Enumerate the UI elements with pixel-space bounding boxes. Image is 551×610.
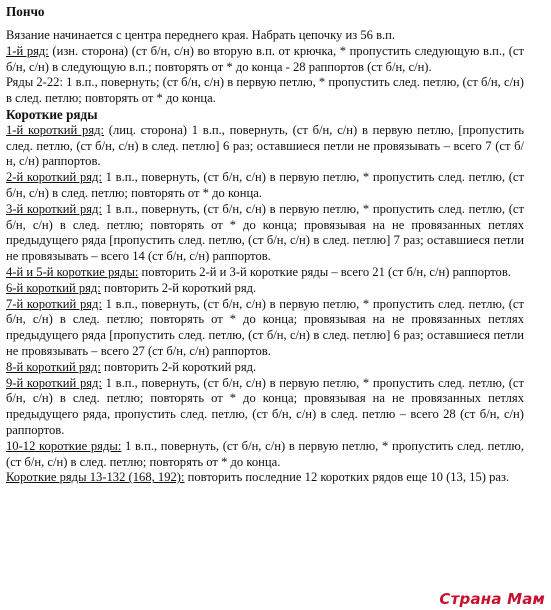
short-rows-10-12-heading: 10-12 короткие ряды: (6, 438, 122, 453)
rows-2-22-paragraph (6, 75, 524, 107)
short-rows-10-12-paragraph (6, 439, 524, 471)
short-rows-4-5-text: повторить 2-й и 3-й короткие ряды – всего 21 (ст б/н, с/н) раппортов. (138, 264, 511, 279)
short-row-7-paragraph (6, 297, 524, 360)
short-rows-heading: Короткие ряды (6, 106, 98, 122)
short-rows-10-12-text: 1 в.п., повернуть, (ст б/н, с/н) в первую петлю, * пропустить след. петлю, (ст б/н, с/н) в след. петлю; повторять от * до конца. (6, 438, 524, 469)
short-row-9-text: 1 в.п., повернуть, (ст б/н, с/н) в первую петлю, * пропустить след. петлю, (ст б/н, с/н) в след. петлю; повторять от * до конца; провязывая на не провязанных петлях предыдущего ряда, пропустить след. петлю, (ст б/н, с/н) в след. петлю – всего 28 (ст б/н, с/н) раппортов. (6, 375, 525, 437)
short-row-3-paragraph (6, 202, 524, 265)
rows-2-22-heading: Ряды 2-22: (6, 75, 63, 90)
short-row-9-paragraph (6, 376, 524, 439)
short-row-9-heading: 9-й короткий ряд: (6, 375, 102, 390)
short-row-2-text: 1 в.п., повернуть, (ст б/н, с/н) в первую петлю, * пропустить след. петлю, (ст б/н, с/н) в след. петлю; повторять от * до конца. (6, 170, 525, 200)
short-row-1-text: (лиц. сторона) 1 в.п., повернуть, (ст б/н, с/н) в первую петлю, [пропустить след. петлю, (ст б/н, с/н) в след. петлю] 6 раз; оставшиеся петли не провязывать – всего 7 (ст б/н, с/н) раппортов. (6, 122, 524, 169)
short-row-1-paragraph (6, 123, 524, 170)
short-rows-13-132-text: повторить последние 12 коротких рядов еще 10 (13, 15) раз. (184, 470, 510, 485)
short-row-1-heading: 1-й короткий ряд: (6, 122, 105, 137)
short-row-6-paragraph (6, 281, 524, 297)
short-row-8-paragraph (6, 360, 524, 376)
short-row-7-text: 1 в.п., повернуть, (ст б/н, с/н) в первую петлю, * пропустить след. петлю, (ст б/н, с/н) в след. петлю; повторять от * до конца; провязывая на не провязанных петлях предыдущего ряда [пропустить след. петлю, (ст б/н, с/н) в след. петлю] 6 раз; оставшиеся петли не провязывать – всего 27 (ст б/н, с/н) раппортов. (6, 296, 525, 358)
document-title: Пончо (6, 4, 45, 19)
site-watermark-logo: Страна Мам (439, 590, 545, 608)
row-1-paragraph (6, 44, 524, 76)
short-row-2-paragraph (6, 170, 524, 202)
short-row-7-heading: 7-й короткий ряд: (6, 296, 102, 311)
rows-2-22-text: 1 в.п., повернуть; (ст б/н, с/н) в первую петлю, * пропустить след. петлю, (ст б/н, с/н) в след. петлю; повторять от * до конца. (6, 75, 524, 106)
short-rows-4-5-heading: 4-й и 5-й короткие ряды: (6, 264, 139, 279)
short-rows-13-132-heading: Короткие ряды 13-132 (168, 192): (6, 470, 185, 485)
row-1-heading: 1-й ряд: (6, 43, 49, 58)
short-row-8-text: повторить 2-й короткий ряд. (100, 359, 257, 374)
short-row-3-text: 1 в.п., повернуть, (ст б/н, с/н) в первую петлю, * пропустить след. петлю, (ст б/н, с/н) в след. петлю; повторять от * до конца; провязывая на не провязанных петлях предыдущего ряда [пропустить след. петлю, (ст б/н, с/н) в след. петлю] 7 раз; оставшиеся петли не провязывать – всего 14 (ст б/н, с/н) раппортов. (6, 201, 525, 264)
intro-paragraph (6, 28, 524, 44)
document-body (6, 4, 524, 486)
short-rows-13-132-paragraph (6, 470, 524, 486)
short-row-3-heading: 3-й короткий ряд: (6, 201, 102, 216)
row-1-text: (изн. сторона) (ст б/н, с/н) во вторую в.п. от крючка, * пропустить следующую в.п., (ст б/н, с/н) в следующую в.п.; повторять от * до конца - 28 раппортов (ст б/н, с/н). (6, 43, 524, 74)
short-rows-4-5-paragraph (6, 265, 524, 281)
intro-text: Вязание начинается с центра переднего края. Набрать цепочку из 56 в.п. (6, 28, 396, 42)
short-row-6-text: повторить 2-й короткий ряд. (100, 280, 257, 295)
short-row-8-heading: 8-й короткий ряд: (6, 359, 101, 374)
short-row-6-heading: 6-й короткий ряд: (6, 280, 101, 295)
short-row-2-heading: 2-й короткий ряд: (6, 170, 102, 185)
